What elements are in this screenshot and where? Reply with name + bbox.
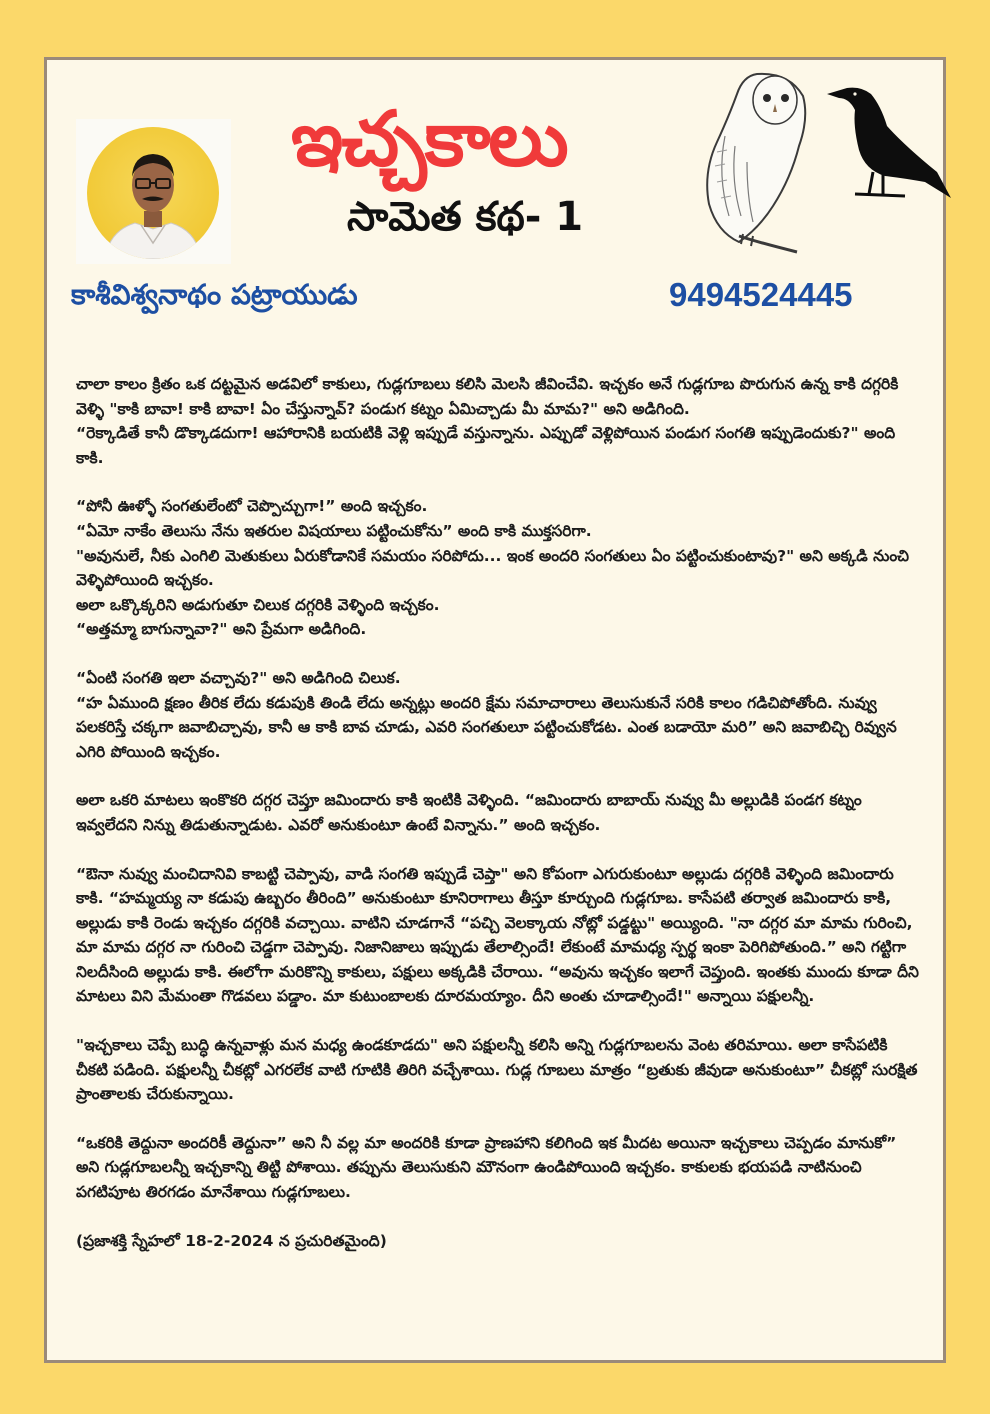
story-body [76,372,922,1253]
story-paragraph: చాలా కాలం క్రితం ఒక దట్టమైన అడవిలో కాకులు, గుడ్లగూబలు కలిసి మెలసి జీవించేవి. ఇచ్చకం అనే గుడ్లగూబ పొరుగున ఉన్న కాకి దగ్గరికి వెళ్ళి "కాకి బావా! కాకి బావా! ఏం చేస్తున్నావ్? పండుగ కట్నం ఏమిచ్చాడు మీ మామ?" అని అడిగింది. “రెక్కాడితే కానీ డొక్కాడదుగా! ఆహారానికి బయటికి వెళ్లి ఇప్పుడే వస్తున్నాను. ఎప్పుడో వెళ్లిపోయిన పండుగ సంగతి ఇప్పుడెందుకు?" అంది కాకి. [76,375,899,467]
author-photo [87,127,219,259]
story-paragraph: “ఏంటి సంగతి ఇలా వచ్చావు?" అని అడిగింది చిలుక. “హ ఏముంది క్షణం తీరిక లేదు కడుపుకి తిండి లేదు అన్నట్లు అందరి క్షేమ సమాచారాలు తెలుసుకునే సరికి కాలం గడిచిపోతోంది. నువ్వు పలకరిస్తే చక్కగా జవాబిచ్చావు, కానీ ఆ కాకి బావ చూడు, ఎవరి సంగతులూ పట్టించుకోడట. ఎంత బడాయో మరి” అని జవాబిచ్చి రివ్వున ఎగిరి పోయింది ఇచ్చకం. [76,668,897,761]
story-paragraph: "ఇచ్చకాలు చెప్పే బుద్ధి ఉన్నవాళ్లు మన మధ్య ఉండకూడదు" అని పక్షులన్నీ కలిసి అన్ని గుడ్లగూబలను వెంట తరిమాయి. అలా కాసేపటికి చీకటి పడింది. పక్షులన్నీ చీకట్లో ఎగరలేక వాటి గూటికి తిరిగి వచ్చేశాయి. గుడ్ల గూబలు మాత్రం “బ్రతుకు జీవుడా అనుకుంటూ” చీకట్లో సురక్షిత ప్రాంతాలకు చేరుకున్నాయి. [76,1036,918,1104]
story-card [44,57,946,1363]
author-phone: 9494524445 [669,276,853,313]
story-paragraph: “ఒకరికి తెద్దునా అందరికీ తెద్దునా” అని నీ వల్ల మా అందరికి కూడా ప్రాణహాని కలిగింది ఇక మీదట అయినా ఇచ్చకాలు చెప్పడం మానుకో” అని గుడ్లగూబలన్నీ ఇచ్చకాన్ని తిట్టి పోశాయి. తప్పును తెలుసుకుని మౌనంగా ఉండిపోయింది ఇచ్చకం. కాకులకు భయపడి నాటినుంచి పగటిపూట తిరగడం మానేశాయి గుడ్లగూబలు. [76,1133,897,1202]
story-paragraph: “పోనీ ఊళ్ళో సంగతులేంటో చెప్పొచ్చుగా!” అంది ఇచ్చకం. “ఏమో నాకేం తెలుసు నేను ఇతరుల విషయాలు పట్టించుకోను” అంది కాకి ముక్తసరిగా. "అవునులే, నీకు ఎంగిలి మెతుకులు ఏరుకోడానికే సమయం సరిపోదు... ఇంక అందరి సంగతులు ఏం పట్టించుకుంటావు?" అని అక్కడి నుంచి వెళ్ళిపోయింది ఇచ్చకం. అలా ఒక్కొక్కరిని అడుగుతూ చిలుక దగ్గరికి వెళ్ళింది ఇచ్చకం. “అత్తమ్మా బాగున్నావా?" అని ప్రేమగా అడిగింది. [76,497,910,639]
author-name: కాశీవిశ్వనాథం పట్రాయుడు [71,278,358,311]
page-title: ఇచ్చకాలు [291,94,567,183]
publication-note: (ప్రజాశక్తి స్నేహలో 18-2-2024 న ప్రచురితమైంది) [76,1231,387,1250]
author-portrait-icon [87,127,219,259]
crow-icon [825,86,955,206]
story-paragraph: “ఔనా నువ్వు మంచిదానివి కాబట్టి చెప్పావు, వాడి సంగతి ఇప్పుడే చెప్తా" అని కోపంగా ఎగురుకుంటూ అల్లుడు దగ్గరికి వెళ్ళింది జమిందారు కాకి. “హమ్మయ్య నా కడుపు ఉబ్బరం తీరింది” అనుకుంటూ కూనిరాగాలు తీస్తూ కూర్చుంది గుడ్లగూబ. కాసేపటి తర్వాత జమిందారు కాకి, అల్లుడు కాకి రెండు ఇచ్చకం దగ్గరికి వచ్చాయి. వాటిని చూడగానే “పచ్చి వెలక్కాయ నోట్లో పడ్డట్టు" అయ్యింది. "నా దగ్గర మా మామ గురించి, మా మామ దగ్గర నా గురించి చెడ్డగా చెప్పావు. నిజానిజాలు ఇప్పుడు తేలాల్సిందే! లేకుంటే మామధ్య స్పర్థ ఇంకా పెరిగిపోతుంది.” అని గట్టిగా నిలదీసింది అల్లుడు కాకి. ఈలోగా మరికొన్ని కాకులు, పక్షులు అక్కడికి చేరాయి. “అవును ఇచ్చకం ఇలాగే చెప్తుంది. ఇంతకు ముందు కూడా దీని మాటలు విని మేమంతా గొడవలు పడ్డాం. మా కుటుంబాలకు దూరమయ్యాం. దీని అంతు చూడాల్సిందే!" అన్నాయి పక్షులన్నీ. [76,864,919,1006]
author-photo-frame [76,119,231,264]
story-paragraph: అలా ఒకరి మాటలు ఇంకొకరి దగ్గర చెప్తూ జమిందారు కాకి ఇంటికి వెళ్ళింది. “జమిందారు బాబాయ్ నువ్వు మీ అల్లుడికి పండగ కట్నం ఇవ్వలేదని నిన్ను తిడుతున్నాడుట. ఎవరో అనుకుంటూ ఉంటే విన్నాను.” అంది ఇచ్చకం. [76,791,862,834]
page-subtitle: సామెత కథ- 1 [347,194,584,240]
owl-icon [687,66,817,256]
